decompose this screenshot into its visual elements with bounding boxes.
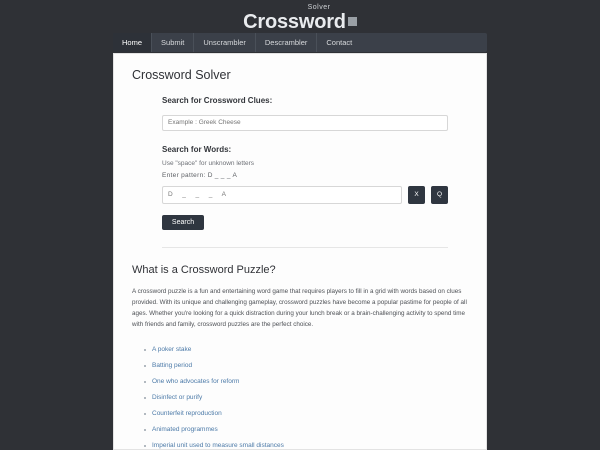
pattern-hint: Use "space" for unknown letters [162,159,255,167]
list-item[interactable]: Animated programmes [144,422,468,438]
list-item[interactable]: One who advocates for reform [144,374,468,390]
letter-q-button[interactable]: Q [431,186,448,204]
list-item[interactable]: A poker stake [144,342,468,358]
solver-form [132,96,468,248]
section-divider [162,247,448,248]
site-logo[interactable] [0,4,600,33]
nav-item-contact[interactable]: Contact [326,38,353,47]
pattern-row [162,186,448,204]
article-paragraph: A crossword puzzle is a fun and entertaining word game that requires players to fill in a grid with words based on clues provided. With its unique and challenging gameplay, crossword puzzles have become a popular pastime for people of all ages. Whether you're looking for a quick distraction during your lunch break or a brain-challenging activity to spend time with friends and family, crossword puzzles are the perfect choice. [132,287,467,328]
list-item[interactable]: Disinfect or purify [144,390,468,406]
letter-x-button[interactable]: X [408,186,425,204]
logo-title [243,12,357,32]
nav-item-descrambler[interactable]: Descrambler [256,33,318,52]
logo-square-icon [348,17,357,26]
article-heading: What is a Crossword Puzzle? [132,263,276,276]
main-navigation [113,33,487,52]
list-item[interactable]: Counterfeit reproduction [144,406,468,422]
logo-title-text: Crossword [243,11,346,33]
nav-item-home[interactable]: Home [113,33,152,52]
clue-search-input[interactable] [162,115,448,131]
pattern-example: Enter pattern: D _ _ _ A [162,171,238,179]
clue-list [132,342,468,450]
list-item[interactable]: Imperial unit used to measure small distances [144,438,468,450]
nav-item-unscrambler[interactable]: Unscrambler [194,33,256,52]
pattern-input[interactable] [162,186,402,204]
search-button[interactable]: Search [162,215,204,230]
logo-subtitle: Solver [307,4,331,11]
words-label: Search for Words: [162,144,232,154]
nav-item-submit[interactable]: Submit [152,33,194,52]
page-title: Crossword Solver [132,68,231,82]
clues-label: Search for Crossword Clues: [162,96,273,105]
content-panel [113,53,487,450]
list-item[interactable]: Batting period [144,358,468,374]
